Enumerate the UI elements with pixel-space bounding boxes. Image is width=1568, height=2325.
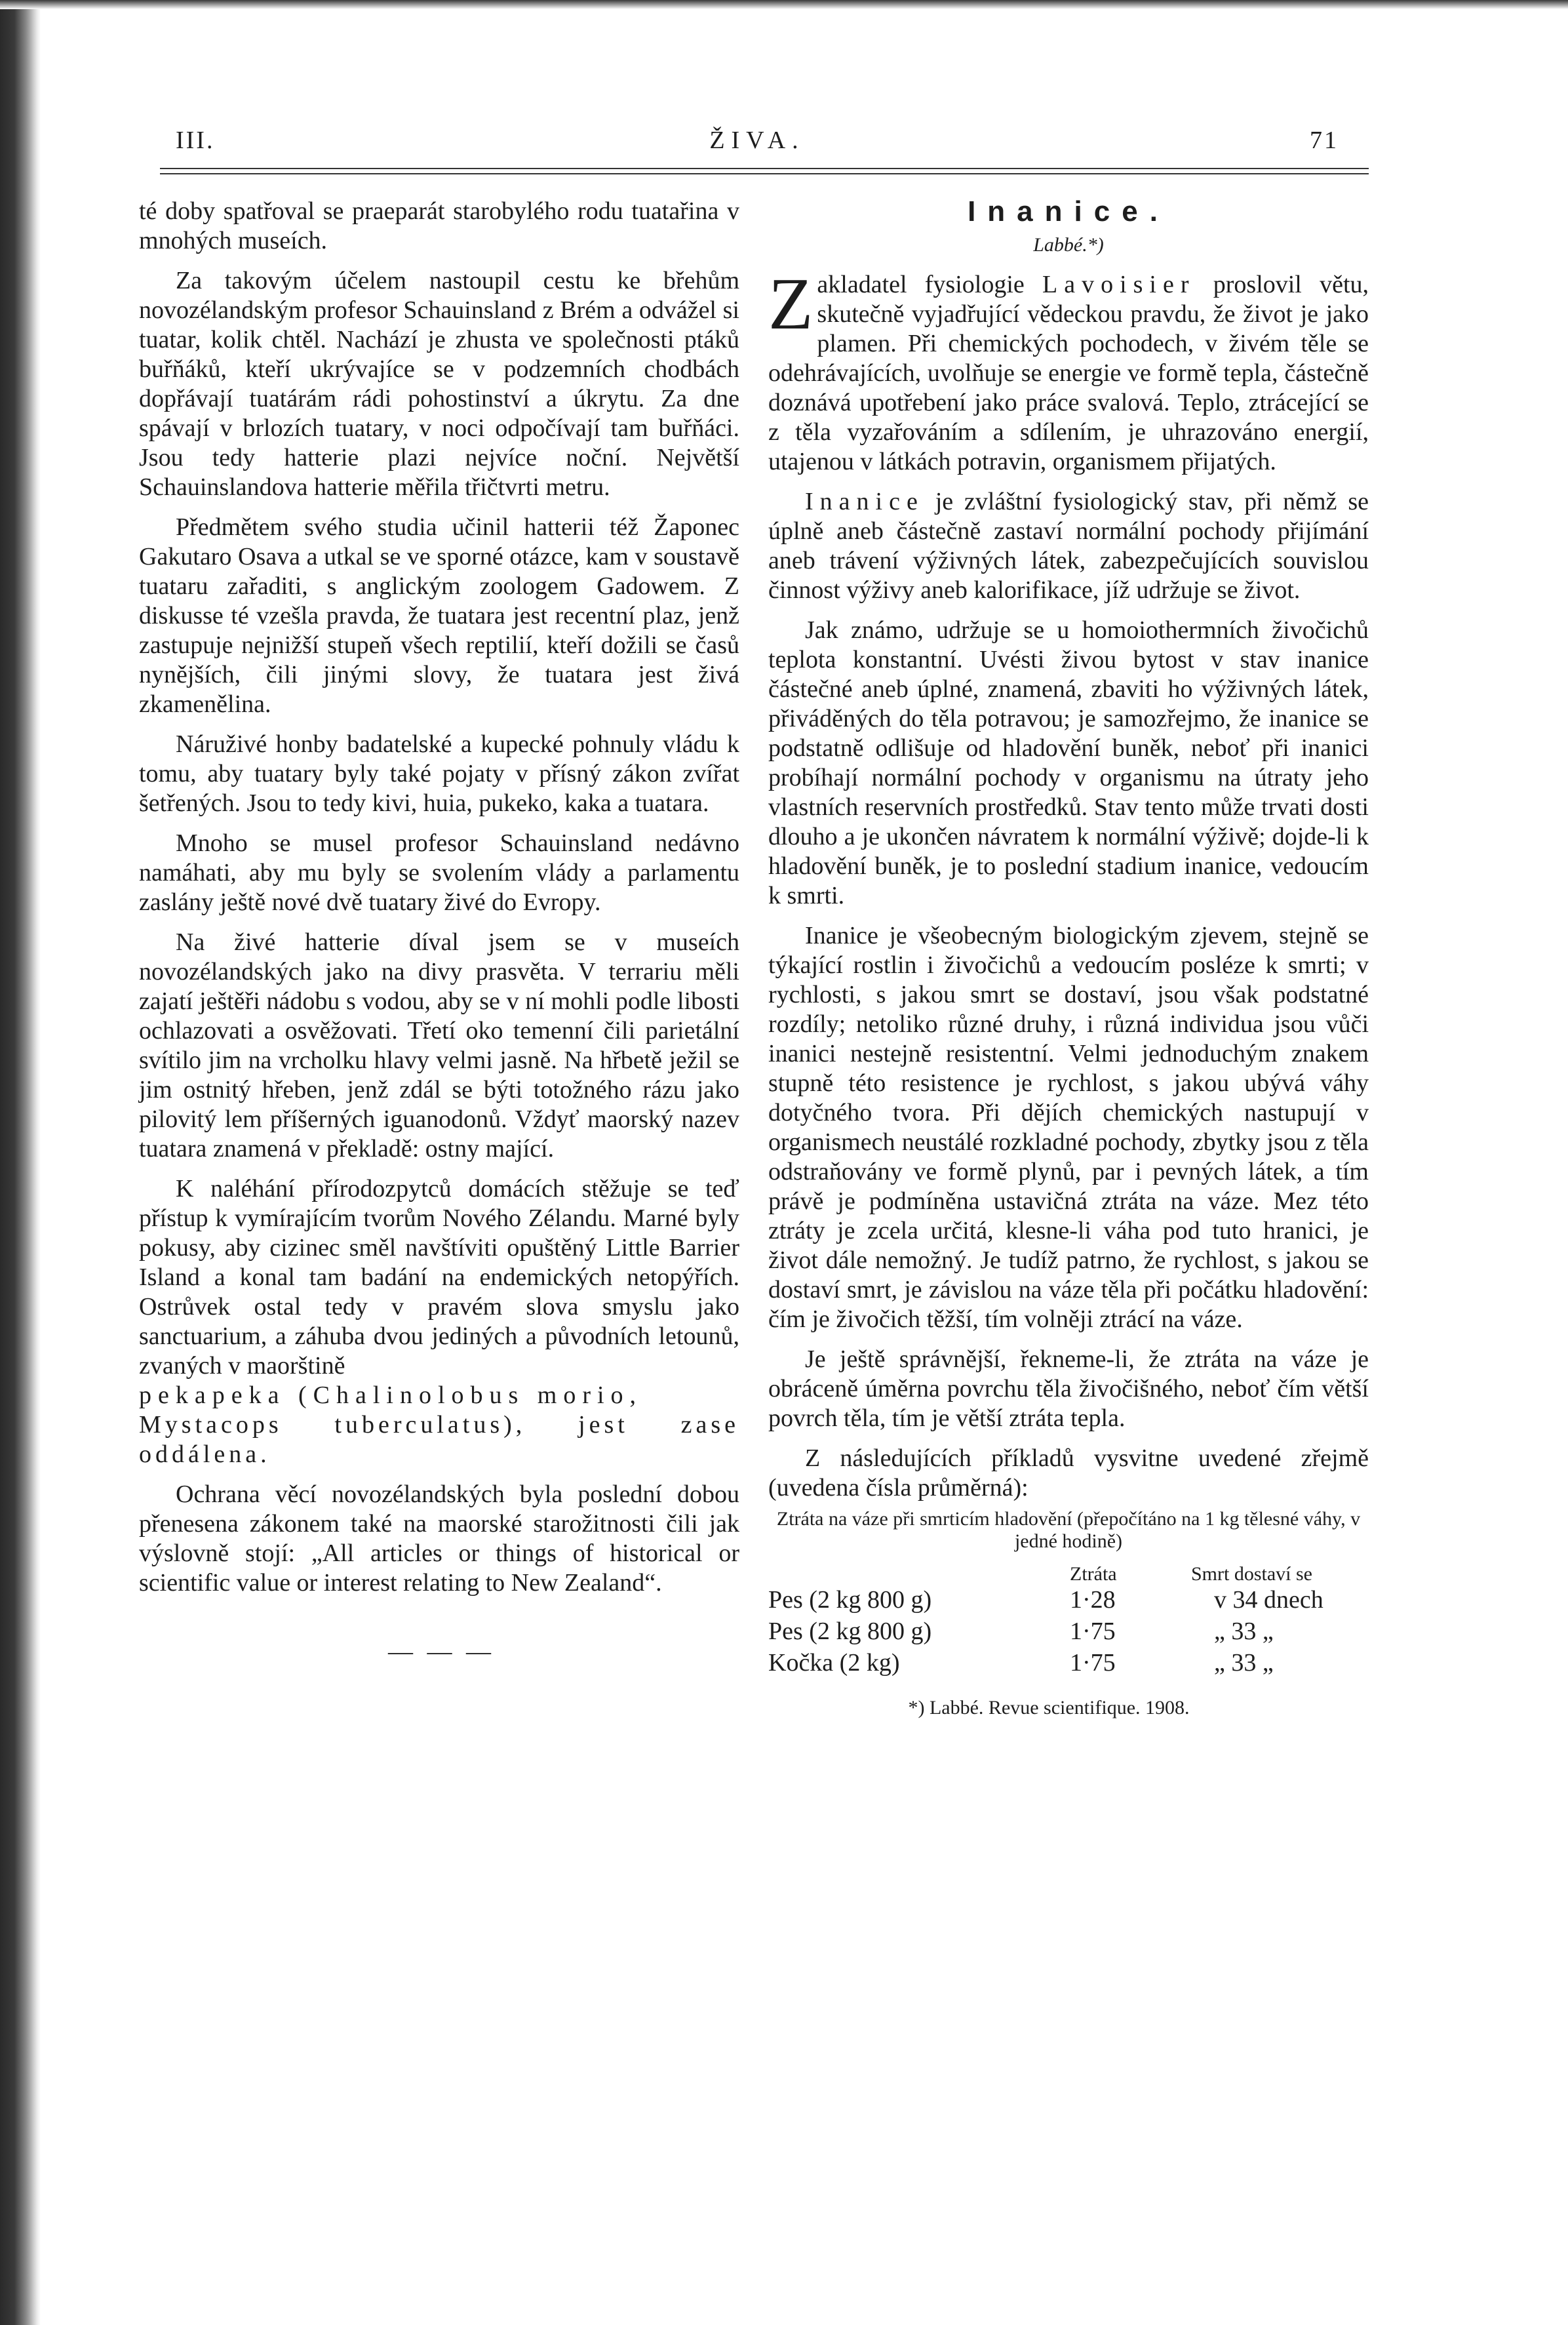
paragraph: Předmětem svého studia učinil hatterii též Žaponec Gakutaro Osava a utkal se ve sporné otázce, kam v soustavě tuataru zařaditi, s anglickým zoologem Gadowem. Z diskusse té vzešla pravda, že tuatara jest recentní plaz, jenž zastupuje nejnižší stupeň všech reptilií, kteří dožili se časů nynějších, čili jinými slovy, že tuatara jest živá zkamenělina. (139, 513, 739, 718)
cell-animal: Pes (2 kg 800 g) (768, 1586, 932, 1614)
paragraph: Z následujících příkladů vysvitne uvedené zřejmě (uvedena čísla průměrná): (768, 1444, 1369, 1501)
paragraph (768, 487, 1369, 605)
author-name-lavoisier: Lavoisier (1042, 271, 1196, 298)
cell-animal: Kočka (2 kg) (768, 1649, 900, 1677)
right-column (768, 197, 1369, 1722)
intro-text-b: proslovil větu, skutečně vyjadřující vědeckou pravdu, že život je jako plamen. Při chemických pochodech, v živém těle se odehrávajících, uvolňuje se energie ve formě tepla, částečně doznává upotřebení jako práce svalová. Teplo, ztrácející se z těla vyzařováním a sdílením, je uhrazováno energií, utajenou v látkách potravin, organismem přijatých. (768, 271, 1369, 475)
column-header-loss: Ztráta (1070, 1563, 1117, 1585)
term-inanice: Inanice (805, 488, 924, 515)
scan-edge-left (0, 0, 41, 2325)
paragraph: Inanice je všeobecným biologickým zjevem, stejně se týkající rostlin i živočichů a vedoucím posléze k smrti; v rychlosti, s jakou smrt se dostaví, jsou však podstatné rozdíly; netoliko různé druhy, i různá individua jsou vůči inanici nestejně resistentní. Velmi jednoduchým znakem stupně této resistence je rychlost, s jakou ubývá váhy dotyčného tvora. Při dějích chemických nastupují v organismech neustálé rozkladné pochody, zbytky jsou z těla odstraňovány ve formě plynů, par i pevných látek, a tím právě je podmíněna ustavičná ztráta na váze. Mez této ztráty je zcela určitá, klesne-li váha pod tuto hranici, je život dále nemožný. Je tudíž patrno, že rychlost, s jakou se dostaví smrt, je závislou na váze těla při počátku hladovění: čím je živočich těžší, tím volněji ztrácí na váze. (768, 922, 1369, 1333)
intro-paragraph (768, 264, 1369, 477)
cell-loss: 1·28 (1070, 1586, 1116, 1614)
journal-title: ŽIVA. (709, 127, 805, 154)
article-author: Labbé.*) (1033, 234, 1104, 256)
header-rule (160, 168, 1369, 174)
paragraph: Je ještě správnější, řekneme-li, že ztráta na váze je obráceně úměrna povrchu těla živočišného, neboť čím větší povrch těla, tím je větší ztráta tepla. (768, 1345, 1369, 1432)
paragraph: K naléhání přírodozpytců domácích stěžuje se teď přístup k vymírajícím tvorům Nového Zélandu. Marné byly pokusy, aby cizinec směl navštíviti opuštěný Little Barrier Island a konal tam badání na endemických netopýřích. Ostrůvek ostal tedy v pravém slova smyslu jako sanctuarium, a záhuba dvou jediných a původních letounů, zvaných v maorštině (139, 1175, 739, 1380)
paragraph: Za takovým účelem nastoupil cestu ke břehům novozélandským profesor Schauinsland z Brém a odvážel si tuatar, kolik chtěl. Nachází je zhusta ve společnosti ptáků buřňáků, kteří ukrývajíce se v podzemních chodbách dopřávají tuatárám rádi pohostinství a úkrytu. Za dne spávají v brlozích tuatary, v noci odpočívají tam buřňáci. Jsou tedy hatterie plazi nejvíce noční. Největší Schauinslandova hatterie měřila třičtvrti metru. (139, 267, 739, 501)
drop-cap: Z (768, 264, 813, 345)
paragraph: Náruživé honby badatelské a kupecké pohnuly vládu k tomu, aby tuatary byly také pojaty v přísný zákon zvířat šetřených. Jsou to tedy kivi, huia, pukeko, kaka a tuatara. (139, 730, 739, 817)
table-header (768, 1557, 1369, 1585)
page-header (176, 126, 1339, 172)
paragraph-text: je zvláštní fysiologický stav, při němž se úplně aneb částečně zastaví normální pochody přijímání aneb trávení výživných látek, zabezpečujících souvislou činnost výživy aneb kalorifikace, jíž udržuje se život. (768, 488, 1369, 604)
footnote: *) Labbé. Revue scientifique. 1908. (908, 1697, 1190, 1719)
paragraph: té doby spatřoval se praeparát starobylého rodu tuatařina v mnohých museích. (139, 197, 739, 254)
page-number: 71 (1310, 127, 1339, 154)
table-row (768, 1617, 1369, 1648)
paragraph: Mnoho se musel profesor Schauinsland nedávno namáhati, aby mu byly se svolením vlády a parlamentu zaslány ještě nové dvě tuatary živé do Evropy. (139, 829, 739, 916)
paragraph: Ochrana věcí novozélandských byla poslední dobou přenesena zákonem také na maorské starožitnosti čili jak výslovně stojí: „All articles or things of historical or scientific value or interest relating to New Zealand“. (139, 1480, 739, 1597)
cell-loss: 1·75 (1070, 1649, 1116, 1677)
table-caption: Ztráta na váze při smrticím hladovění (přepočítáno na 1 kg tělesné váhy, v jedné hodině) (776, 1508, 1361, 1552)
cell-death: „ 33 „ (1214, 1618, 1274, 1645)
species-names-1: pekapeka (Chalinolobus morio, (139, 1381, 643, 1409)
left-column (139, 197, 739, 1667)
intro-text-a: akladatel fysiologie (817, 271, 1025, 298)
table-row (768, 1585, 1369, 1617)
column-header-death: Smrt dostaví se (1191, 1563, 1312, 1585)
species-line (139, 1410, 739, 1469)
cell-loss: 1·75 (1070, 1618, 1116, 1645)
paragraph: Na živé hatterie díval jsem se v museích novozélandských jako na divy prasvěta. V terrariu měli zajatí ještěři nádobu s vodou, aby se v ní mohli podle libosti ochlazovati a osvěžovati. Třetí oko temenní čili parietální svítilo jim na vrcholku hlavy velmi jasně. Na hřbetě ježil se jim ostnitý hřeben, jenž zdál se býti totožného rázu jako pilovitý lem příšerných iguanodonů. Vždyť maorský nazev tuatara znamená v překladě: ostny mající. (139, 928, 739, 1162)
species-line (139, 1381, 739, 1410)
volume-number: III. (176, 127, 215, 154)
cell-death: v 34 dnech (1214, 1586, 1323, 1614)
cell-death: „ 33 „ (1214, 1649, 1274, 1677)
scan-edge-top (0, 0, 1568, 9)
paragraph: Jak známo, udržuje se u homoiothermních živočichů teplota konstantní. Uvésti živou bytost v stav inanice částečné aneb úplné, znamená, zbaviti ho výživných látek, přiváděných do těla potravou; je samozřejmo, že inanice se podstatně odlišuje od hladovění buněk, neboť při inanici probíhají normální pochody v organismu na útraty jeho vlastních reservních prostředků. Stav tento může trvati dosti dlouho a je ukončen návratem k normální výživě; dojde-li k hladovění buněk, je to poslední stadium inanice, vedoucím k smrti. (768, 616, 1369, 909)
table-row (768, 1648, 1369, 1680)
section-separator: — — — (388, 1638, 495, 1665)
article-title: Inanice. (968, 195, 1169, 228)
species-names-2: Mystacops tuberculatus), jest zase oddálena. (139, 1411, 739, 1468)
cell-animal: Pes (2 kg 800 g) (768, 1618, 932, 1645)
